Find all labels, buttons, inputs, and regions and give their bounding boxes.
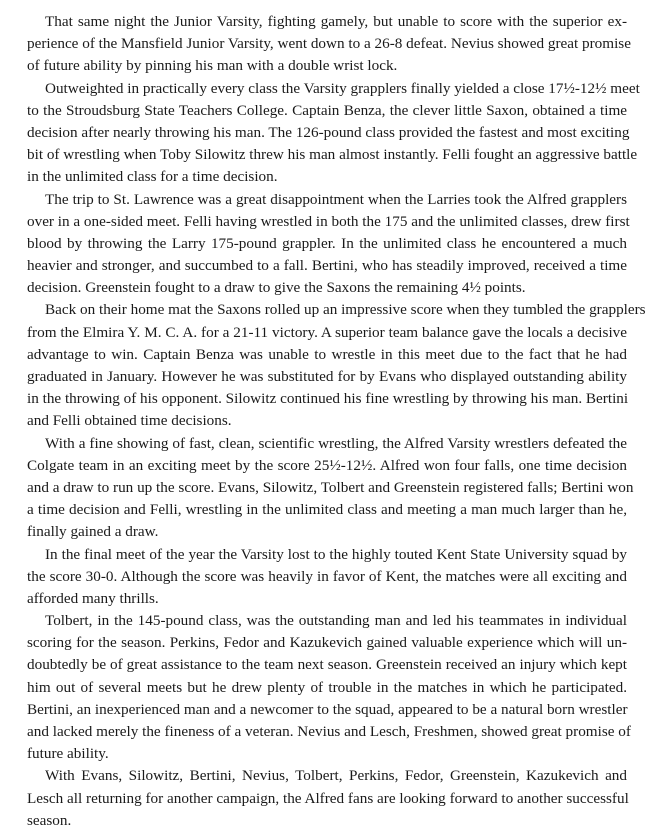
paragraph-kent-state-meet bbox=[27, 544, 627, 611]
text-line: in the throwing of his opponent. Silowitz continued his fine wrestling by throwing his man. Bertini bbox=[27, 390, 629, 408]
text-line: over in a one-sided meet. Felli having wrestled in both the 175 and the unlimited classes, drew first bbox=[27, 212, 630, 230]
text-line: finally gained a draw. bbox=[27, 523, 159, 541]
text-line: a time decision and Felli, wrestling in the unlimited class and meeting a man much larger than he, bbox=[27, 501, 627, 519]
paragraph-st-lawrence-meet bbox=[27, 189, 630, 300]
text-line: and a draw to run up the score. Evans, Silowitz, Tolbert and Greenstein registered falls; Bertini won bbox=[27, 478, 634, 496]
text-line: decision. Greenstein fought to a draw to give the Saxons the remaining 4½ points. bbox=[27, 279, 526, 297]
text-line: future ability. bbox=[27, 745, 109, 763]
text-line: That same night the Junior Varsity, fighting gamely, but unable to score with the superior ex- bbox=[45, 13, 627, 30]
document-page bbox=[27, 11, 646, 832]
paragraph-junior-varsity-mansfield bbox=[27, 11, 631, 78]
text-line: and lacked merely the fineness of a veteran. Nevius and Lesch, Freshmen, showed great promise of bbox=[27, 723, 631, 740]
text-line: of future ability by pinning his man with a double wrist lock. bbox=[27, 57, 398, 75]
text-line: the score 30-0. Although the score was heavily in favor of Kent, the matches were all exciting and bbox=[27, 567, 627, 585]
text-line: afforded many thrills. bbox=[27, 589, 159, 607]
paragraph-elmira-ymca-meet bbox=[27, 299, 646, 432]
text-line: scoring for the season. Perkins, Fedor and Kazukevich gained valuable experience which will un- bbox=[27, 634, 627, 652]
text-line: graduated in January. However he was substituted for by Evans who displayed outstanding ability bbox=[27, 368, 627, 385]
text-line: Bertini, an inexperienced man and a newcomer to the squad, appeared to be a natural born wrestler bbox=[27, 700, 628, 718]
text-line: heavier and stronger, and succumbed to a fall. Bertini, who has steadily improved, received a time bbox=[27, 257, 627, 275]
text-line: decision after nearly throwing his man. The 126-pound class provided the fastest and most exciting bbox=[27, 123, 630, 141]
text-line: to the Stroudsburg State Teachers College. Captain Benza, the clever little Saxon, obtained a time bbox=[27, 101, 627, 119]
text-line: Lesch all returning for another campaign, the Alfred fans are looking forward to another successful bbox=[27, 789, 629, 807]
text-line: The trip to St. Lawrence was a great disappointment when the Larries took the Alfred grapplers bbox=[45, 190, 627, 208]
text-line: doubtedly be of great assistance to the team next season. Greenstein received an injury which kept bbox=[27, 656, 627, 674]
text-line: him out of several meets but he drew plenty of trouble in the matches in which he participated. bbox=[27, 678, 627, 696]
paragraph-colgate-meet bbox=[27, 433, 634, 544]
text-line: season. bbox=[27, 811, 72, 829]
text-line: blood by throwing the Larry 175-pound grappler. In the unlimited class he encountered a much bbox=[27, 234, 627, 252]
text-line: advantage to win. Captain Benza was unable to wrestle in this meet due to the fact that he had bbox=[27, 345, 627, 363]
text-line: and Felli obtained time decisions. bbox=[27, 412, 232, 430]
paragraph-season-individuals bbox=[27, 610, 631, 765]
text-line: Outweighted in practically every class the Varsity grapplers finally yielded a close 17½-12½ meet bbox=[45, 79, 640, 97]
text-line: In the final meet of the year the Varsity lost to the highly touted Kent State University squad by bbox=[45, 545, 627, 563]
text-line: Back on their home mat the Saxons rolled up an impressive score when they tumbled the grapplers bbox=[45, 301, 646, 319]
text-line: perience of the Mansfield Junior Varsity, went down to a 26-8 defeat. Nevius showed great promise bbox=[27, 35, 631, 53]
paragraph-returning-wrestlers bbox=[27, 765, 627, 832]
text-line: With Evans, Silowitz, Bertini, Nevius, Tolbert, Perkins, Fedor, Greenstein, Kazukevich and bbox=[45, 767, 627, 785]
text-line: bit of wrestling when Toby Silowitz threw his man almost instantly. Felli fought an aggressive battle bbox=[27, 146, 638, 164]
text-line: in the unlimited class for a time decision. bbox=[27, 168, 278, 186]
text-line: With a fine showing of fast, clean, scientific wrestling, the Alfred Varsity wrestlers defeated the bbox=[45, 434, 627, 452]
text-line: Tolbert, in the 145-pound class, was the outstanding man and led his teammates in individual bbox=[45, 612, 627, 630]
paragraph-stroudsburg-meet bbox=[27, 78, 640, 189]
text-line: Colgate team in an exciting meet by the score 25½-12½. Alfred won four falls, one time decision bbox=[27, 456, 627, 474]
text-line: from the Elmira Y. M. C. A. for a 21-11 victory. A superior team balance gave the locals a decisive bbox=[27, 323, 627, 341]
